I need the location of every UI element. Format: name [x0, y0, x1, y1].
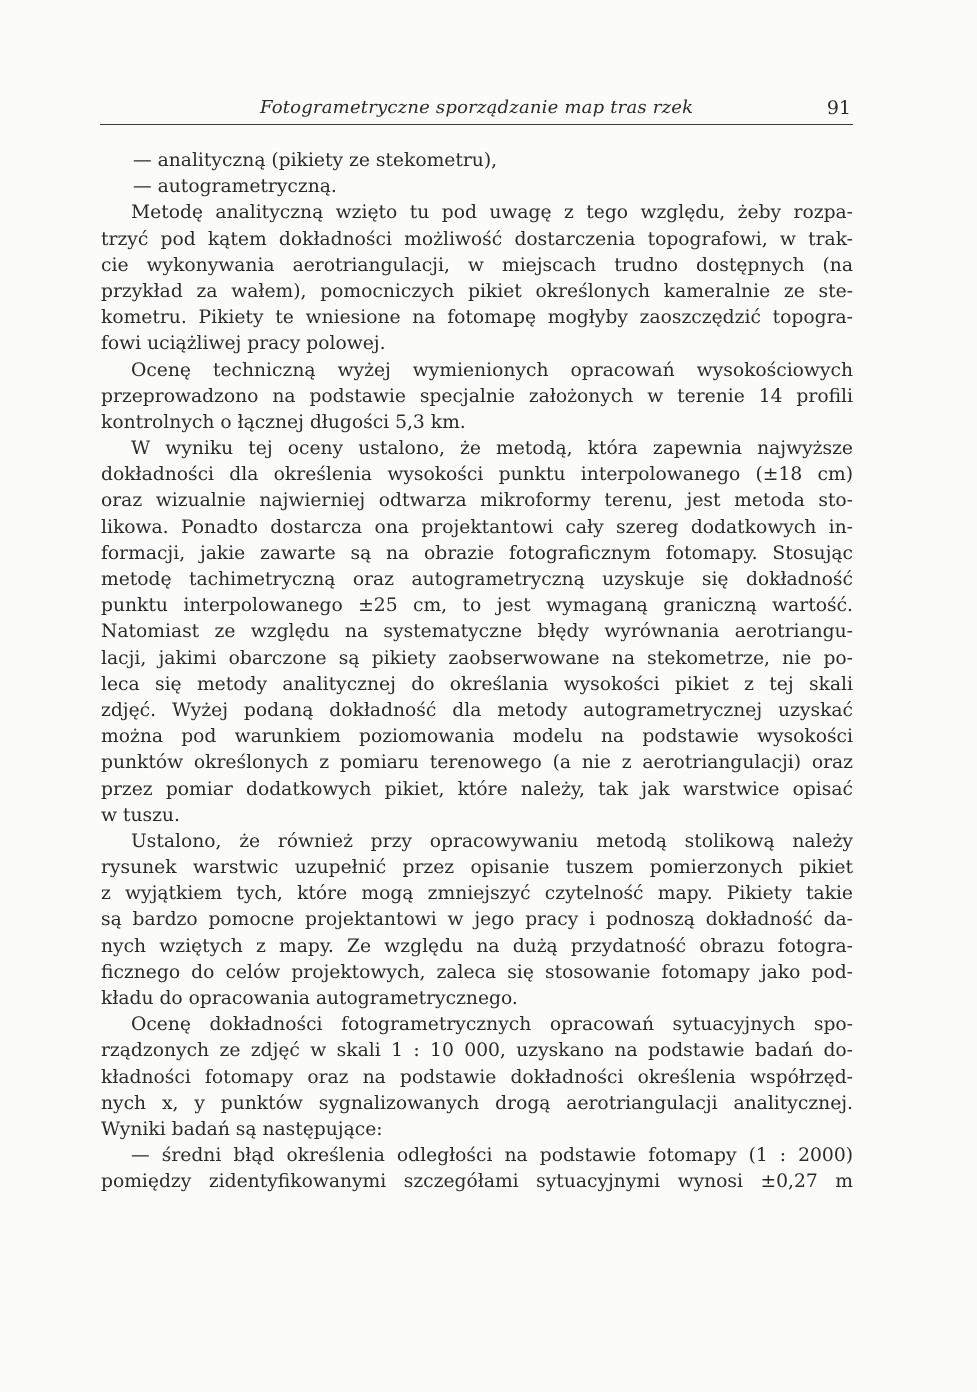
running-header — [100, 97, 853, 127]
text-line: trzyć pod kątem dokładności możliwość dostarczenia topografowi, w trak- — [101, 228, 853, 250]
text-line: fowi uciążliwej pracy polowej. — [101, 333, 386, 355]
text-line: Natomiast ze względu na systematyczne błędy wyrównania aerotriangu- — [101, 621, 853, 643]
text-line: kometru. Pikiety te wniesione na fotomapę mogłyby zaoszczędzić topogra- — [101, 307, 853, 329]
text-line: cie wykonywania aerotriangulacji, w miejscach trudno dostępnych (na — [101, 254, 853, 276]
text-line: lacji, jakimi obarczone są pikiety zaobserwowane na stekometrze, nie po- — [101, 647, 853, 669]
text-line: nych wziętych z mapy. Ze względu na dużą przydatność obrazu fotogra- — [101, 935, 853, 957]
text-line: kładu do opracowania autogrametrycznego. — [101, 988, 518, 1009]
text-line: zdjęć. Wyżej podaną dokładność dla metody autogrametrycznej uzyskać — [101, 699, 853, 721]
text-line: — średni błąd określenia odległości na podstawie fotomapy (1 : 2000) — [131, 1145, 853, 1167]
text-line: przeprowadzono na podstawie specjalnie założonych w terenie 14 profili — [101, 385, 853, 407]
text-line: punktów określonych z pomiaru terenowego (a nie z aerotriangulacji) oraz — [101, 752, 853, 774]
text-line: Ocenę techniczną wyżej wymienionych opracowań wysokościowych — [131, 359, 853, 381]
text-line: dokładności dla określenia wysokości punktu interpolowanego (±18 cm) — [101, 464, 853, 486]
text-line: likowa. Ponadto dostarcza ona projektantowi cały szereg dodatkowych in- — [101, 516, 853, 538]
text-line: pomiędzy zidentyfikowanymi szczegółami sytuacyjnymi wynosi ±0,27 m — [101, 1171, 853, 1193]
running-title: Fotogrametryczne sporządzanie map tras rzek — [260, 97, 694, 118]
text-line: są bardzo pomocne projektantowi w jego pracy i podnoszą dokładność da- — [101, 909, 853, 931]
text-line: kontrolnych o łącznej długości 5,3 km. — [101, 411, 466, 433]
text-line: punktu interpolowanego ±25 cm, to jest wymaganą graniczną wartość. — [101, 595, 853, 617]
text-line: — autogrametryczną. — [133, 176, 337, 198]
page-number: 91 — [826, 97, 851, 119]
text-line: leca się metody analitycznej do określania wysokości pikiet z tej skali — [101, 673, 853, 695]
text-line: Wyniki badań są następujące: — [101, 1118, 383, 1140]
text-line: przez pomiar dodatkowych pikiet, które należy, tak jak warstwice opisać — [101, 778, 853, 800]
text-line: Ustalono, że również przy opracowywaniu metodą stolikową należy — [131, 830, 853, 852]
text-line: Ocenę dokładności fotogrametrycznych opracowań sytuacyjnych spo- — [131, 1014, 853, 1036]
header-rule — [100, 124, 853, 125]
text-line: — analityczną (pikiety ze stekometru), — [133, 150, 498, 171]
text-line: w tuszu. — [101, 804, 180, 826]
text-line: ficznego do celów projektowych, zaleca się stosowanie fotomapy jako pod- — [101, 961, 853, 983]
text-line: z wyjątkiem tych, które mogą zmniejszyć czytelność mapy. Pikiety takie — [101, 883, 853, 905]
text-line: kładności fotomapy oraz na podstawie dokładności określenia współrzęd- — [101, 1066, 853, 1088]
text-line: nych x, y punktów sygnalizowanych drogą aerotriangulacji analitycznej. — [101, 1092, 853, 1114]
text-line: rządzonych ze zdjęć w skali 1 : 10 000, uzyskano na podstawie badań do- — [101, 1040, 853, 1062]
text-line: rysunek warstwic uzupełnić przez opisanie tuszem pomierzonych pikiet — [101, 857, 853, 879]
text-line: W wyniku tej oceny ustalono, że metodą, która zapewnia najwyższe — [131, 438, 853, 460]
text-line: oraz wizualnie najwierniej odtwarza mikroformy terenu, jest metoda sto- — [101, 490, 853, 512]
text-line: formacji, jakie zawarte są na obrazie fotograficznym fotomapy. Stosując — [101, 542, 853, 564]
text-line: metodę tachimetryczną oraz autogrametryczną uzyskuje się dokładność — [101, 569, 853, 590]
text-line: można pod warunkiem poziomowania modelu na podstawie wysokości — [101, 726, 853, 748]
body-text — [101, 148, 853, 1196]
text-line: przykład za wałem), pomocniczych pikiet określonych kameralnie ze ste- — [101, 280, 853, 302]
text-line: Metodę analityczną wzięto tu pod uwagę z tego względu, żeby rozpa- — [131, 202, 853, 224]
